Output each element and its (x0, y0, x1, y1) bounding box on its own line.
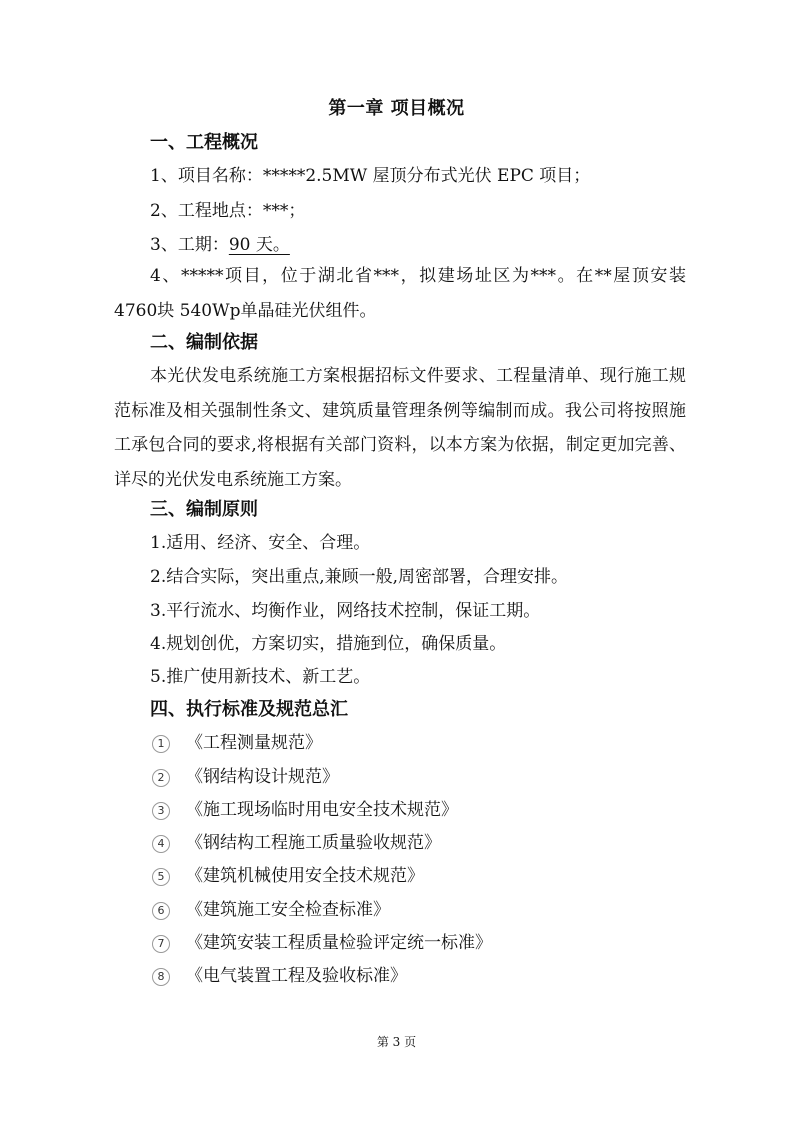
item-number-badge: 5 (152, 868, 170, 886)
standard-item (152, 764, 339, 790)
standard-name: 《施工现场临时用电安全技术规范》 (186, 800, 458, 820)
project-duration-line (150, 232, 302, 258)
standard-name: 《建筑施工安全检查标准》 (186, 900, 390, 920)
standard-name: 《钢结构工程施工质量验收规范》 (186, 833, 441, 853)
principle-item: 2.结合实际，突出重点,兼顾一般,周密部署，合理安排。 (150, 567, 569, 587)
chapter-title: 第一章 项目概况 (328, 98, 465, 119)
section-heading-standards: 四、执行标准及规范总汇 (150, 699, 348, 720)
standard-item (152, 863, 424, 889)
section-heading-basis: 二、编制依据 (150, 332, 258, 353)
item-number-badge: 1 (152, 735, 170, 753)
principle-item: 1.适用、经济、安全、合理。 (150, 533, 371, 553)
principle-item: 5.推广使用新技术、新工艺。 (150, 667, 371, 687)
item-number-badge: 4 (152, 835, 170, 853)
standard-name: 《工程测量规范》 (186, 733, 322, 753)
duration-value: 90 天。 (228, 235, 290, 255)
standard-item (152, 897, 390, 923)
duration-label: 3、工期： (150, 235, 229, 255)
standard-name: 《建筑机械使用安全技术规范》 (186, 866, 424, 886)
item-number-badge: 6 (152, 902, 170, 920)
basis-paragraph: 本光伏发电系统施工方案根据招标文件要求、工程量清单、现行施工规范标准及相关强制性条文、建筑质量管理条例等编制而成。我公司将按照施工承包合同的要求,将根据有关部门资料，以本方案为依据，制定更加完善、详尽的光伏发电系统施工方案。 (114, 366, 686, 490)
project-location-line: 2、工程地点：***； (150, 201, 306, 221)
standard-name: 《电气装置工程及验收标准》 (186, 966, 407, 986)
standard-item (152, 930, 492, 956)
project-description-paragraph: 4、*****项目，位于湖北省***，拟建场址区为***。在**屋顶安装4760块 540Wp单晶硅光伏组件。 (114, 266, 686, 321)
standard-item (152, 830, 441, 856)
standard-item (152, 963, 407, 989)
standard-item (152, 797, 458, 823)
standard-name: 《钢结构设计规范》 (186, 767, 339, 787)
project-name-line: 1、项目名称：*****2.5MW 屋顶分布式光伏 EPC 项目； (150, 166, 591, 186)
item-number-badge: 3 (152, 802, 170, 820)
standard-name: 《建筑安装工程质量检验评定统一标准》 (186, 933, 492, 953)
page-number: 第 3 页 (376, 1035, 417, 1049)
section-heading-overview: 一、工程概况 (150, 132, 258, 153)
standard-item (152, 730, 322, 756)
item-number-badge: 7 (152, 935, 170, 953)
principle-item: 4.规划创优，方案切实，措施到位，确保质量。 (150, 634, 507, 654)
item-number-badge: 2 (152, 769, 170, 787)
item-number-badge: 8 (152, 968, 170, 986)
principle-item: 3.平行流水、均衡作业，网络技术控制，保证工期。 (150, 601, 541, 621)
section-heading-principles: 三、编制原则 (150, 499, 258, 520)
